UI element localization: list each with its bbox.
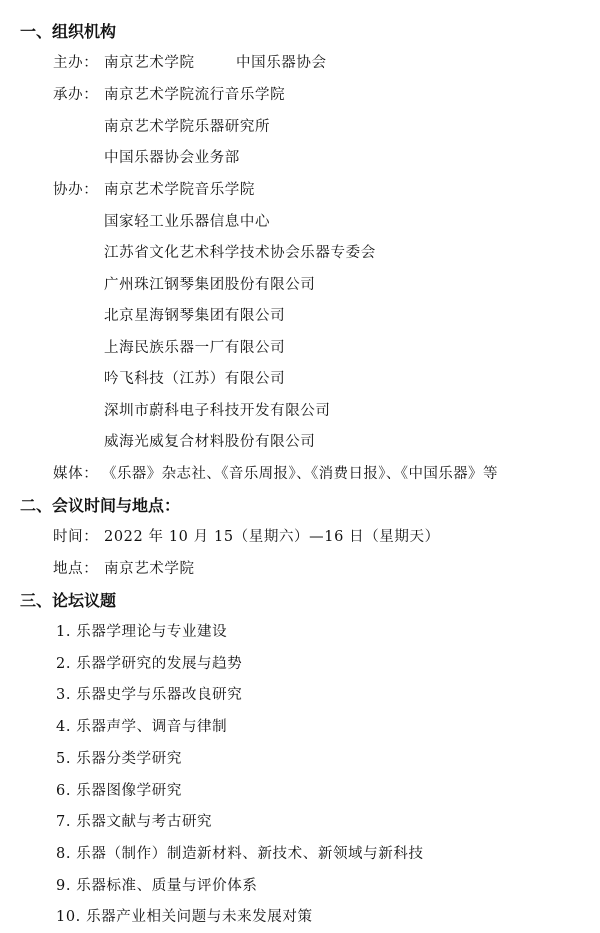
co-organizer-label: 协办： — [53, 182, 99, 198]
media-label: 媒体： — [53, 466, 99, 482]
host-label: 主办： — [53, 55, 99, 71]
co-organizer-item: 广州珠江钢琴集团股份有限公司 — [104, 277, 316, 293]
topic-item: 6. 乐器图像学研究 — [56, 783, 182, 799]
organizer-item: 南京艺术学院乐器研究所 — [104, 119, 271, 135]
co-organizer-item: 南京艺术学院音乐学院 — [104, 182, 255, 198]
place-label: 地点： — [53, 561, 99, 577]
organizer-item: 中国乐器协会业务部 — [104, 150, 240, 166]
place-value: 南京艺术学院 — [104, 561, 195, 577]
organizer-label: 承办： — [53, 87, 99, 103]
time-label: 时间： — [53, 529, 99, 545]
co-organizer-item: 北京星海钢琴集团有限公司 — [104, 308, 286, 324]
topic-item: 7. 乐器文献与考古研究 — [56, 814, 213, 830]
co-organizer-item: 吟飞科技（江苏）有限公司 — [104, 371, 286, 387]
co-organizer-item: 威海光威复合材料股份有限公司 — [104, 434, 316, 450]
co-organizer-item: 深圳市蔚科电子科技开发有限公司 — [104, 403, 331, 419]
topic-item: 3. 乐器史学与乐器改良研究 — [56, 687, 243, 703]
time-value: 2022 年 10 月 15（星期六）—16 日（星期天） — [104, 529, 440, 545]
section-heading-organization: 一、组织机构 — [20, 22, 117, 41]
section-heading-time-place: 二、会议时间与地点： — [20, 496, 181, 515]
section-heading-topics: 三、论坛议题 — [20, 591, 117, 610]
host-item: 中国乐器协会 — [236, 55, 327, 71]
co-organizer-item: 国家轻工业乐器信息中心 — [104, 214, 271, 230]
topic-item: 9. 乐器标准、质量与评价体系 — [56, 878, 258, 894]
topic-item: 10. 乐器产业相关问题与未来发展对策 — [56, 909, 313, 925]
co-organizer-item: 上海民族乐器一厂有限公司 — [104, 340, 286, 356]
host-item: 南京艺术学院 — [104, 55, 195, 71]
co-organizer-item: 江苏省文化艺术科学技术协会乐器专委会 — [104, 245, 376, 261]
topic-item: 1. 乐器学理论与专业建设 — [56, 624, 228, 640]
topic-item: 4. 乐器声学、调音与律制 — [56, 719, 228, 735]
topic-item: 2. 乐器学研究的发展与趋势 — [56, 656, 243, 672]
media-value: 《乐器》杂志社、《音乐周报》、《消费日报》、《中国乐器》等 — [102, 466, 498, 482]
topic-item: 8. 乐器（制作）制造新材料、新技术、新领域与新科技 — [56, 846, 424, 862]
organizer-item: 南京艺术学院流行音乐学院 — [104, 87, 286, 103]
topic-item: 5. 乐器分类学研究 — [56, 751, 182, 767]
